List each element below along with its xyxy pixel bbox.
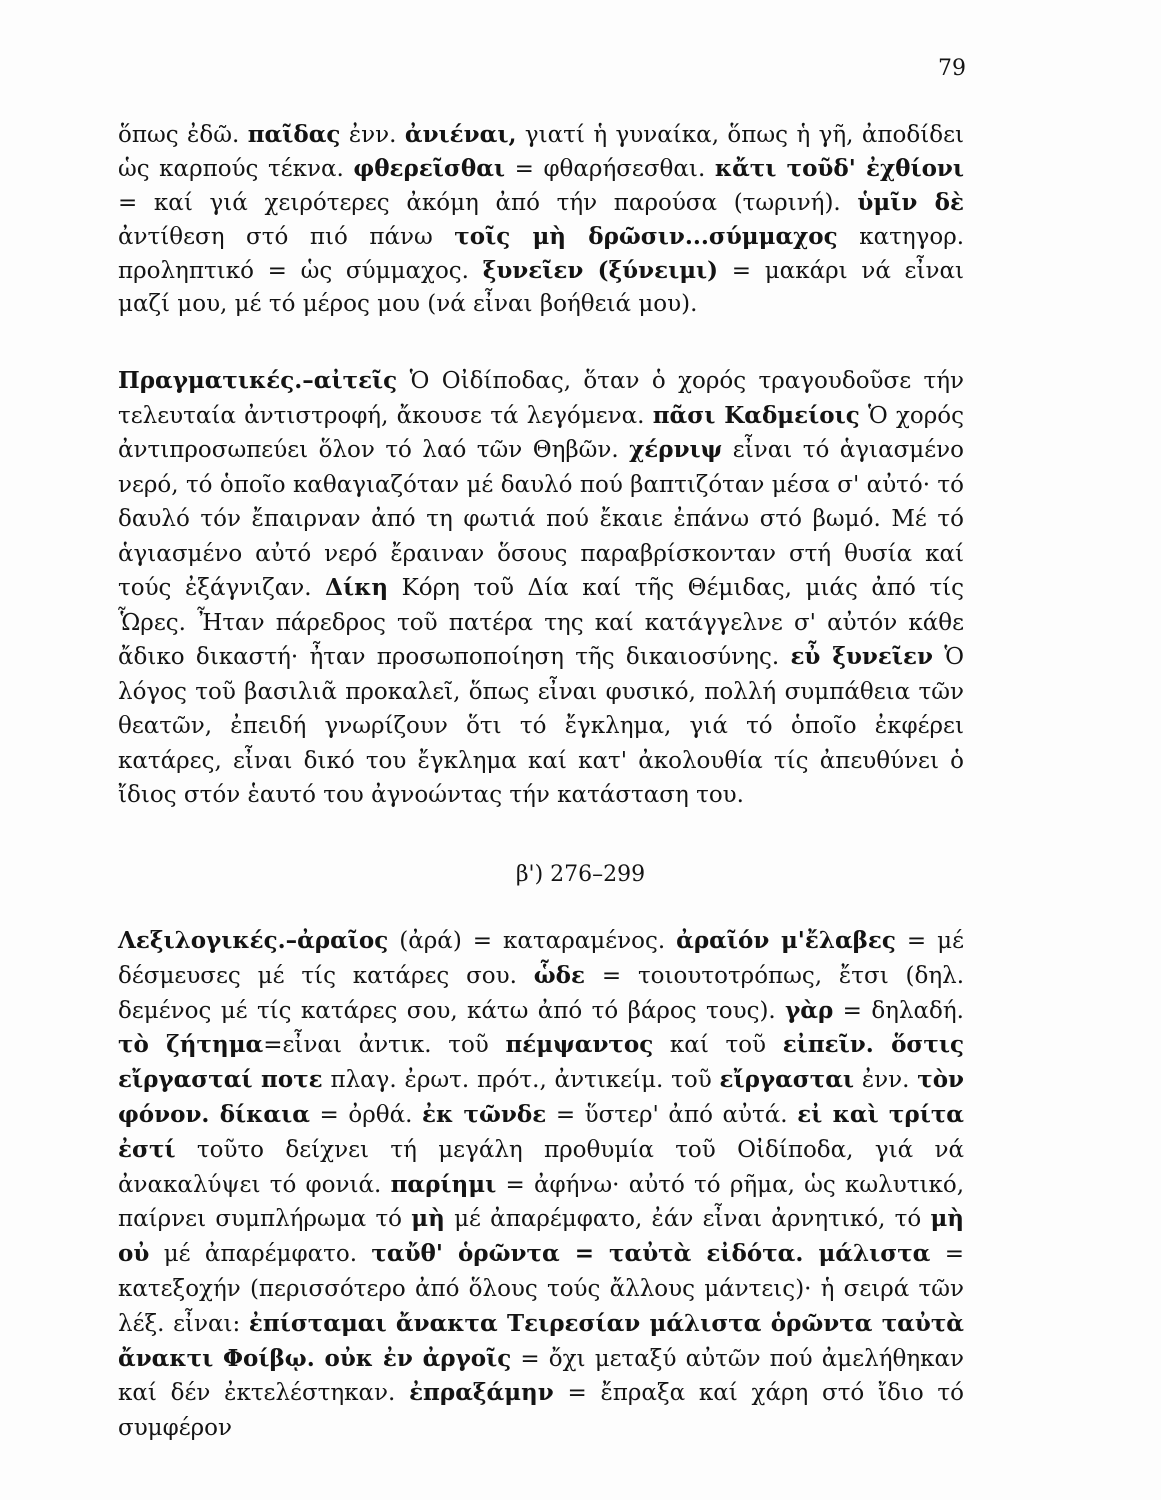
text-segment: = δηλαδή.	[842, 997, 964, 1024]
greek-term: ὧδε	[533, 961, 586, 989]
paragraph-lexical-notes	[118, 924, 964, 1446]
greek-term: τὸ ζήτημα	[118, 1031, 264, 1059]
text-segment: ἐνν.	[861, 1067, 910, 1094]
greek-term: ταὔθ' ὁρῶντα = ταὐτὰ εἰδότα. μάλιστα	[371, 1240, 931, 1268]
greek-term: ἐκ τῶνδε	[422, 1100, 547, 1128]
greek-term: φθερεῖσθαι	[353, 155, 506, 182]
text-segment: πλαγ. ἐρωτ. πρότ., ἀντικείμ. τοῦ	[330, 1067, 712, 1094]
greek-term: εἰ καὶ τρίτα ἐστί	[118, 1100, 965, 1163]
text-segment: = μέ δέσμευσες μέ τίς κατάρες σου.	[118, 928, 965, 989]
paragraph-notes-continued	[118, 118, 964, 321]
greek-term: Πραγματικές.–αἰτεῖς	[118, 367, 398, 394]
text-segment: καί τοῦ	[669, 1032, 767, 1059]
text-segment: = ἀφήνω· αὐτό τό ρῆμα, ὡς κωλυτικό, παίρνει συμπλήρωμα τό	[118, 1171, 965, 1233]
text-segment: εἶναι τό ἁγιασμένο νερό, τό ὁποῖο καθαγιαζόταν μέ δαυλό πού βαπτιζόταν μέσα σ' αὐτό· τό δαυλό τόν ἔπαιρναν ἀπό τη φωτιά πού ἔκαιε ἐπάνω στό βωμό. Μέ τό ἁγιασμένο αὐτό νερό ἔραιναν ὅσους παραβρίσκονταν στή θυσία καί τούς ἐξάγνιζαν.	[118, 437, 964, 601]
greek-term: πέμψαντος	[505, 1031, 654, 1059]
greek-term: εἴργασται	[719, 1066, 855, 1094]
greek-term: παρίημι	[390, 1170, 497, 1198]
paragraph-factual-notes	[118, 364, 964, 813]
text-segment: (ἀρά) = καταραμένος.	[399, 928, 666, 954]
text-segment: = κατεξοχήν (περισσότερο ἀπό ὅλους τούς ἄλλους μάντεις)· ἡ σειρά τῶν λέξ. εἶναι:	[118, 1241, 965, 1337]
greek-term: ἐπίσταμαι ἄνακτα Τειρεσίαν μάλιστα ὁρῶντα ταὐτὰ ἄνακτι Φοίβῳ. οὐκ ἐν ἀργοῖς	[118, 1309, 965, 1372]
text-segment: = ὄχι μεταξύ αὐτῶν πού ἀμελήθηκαν καί δέν ἐκτελέστηκαν.	[118, 1345, 964, 1407]
greek-term: χέρνιψ	[629, 436, 723, 463]
greek-term: ἀραῖόν μ'ἔλαβες	[676, 927, 896, 954]
text-segment: κατηγορ. προληπτικό = ὡς σύμμαχος.	[118, 224, 965, 284]
text-segment: ἀντίθεση στό πιό πάνω	[118, 224, 433, 250]
greek-term: μὴ	[411, 1205, 445, 1233]
text-segment: Ὁ χορός ἀντιπροσωπεύει ὅλον τό λαό τῶν Θηβῶν.	[118, 402, 964, 463]
text-segment: ὅπως ἐδῶ.	[118, 122, 240, 148]
text-segment: = ὀρθά.	[319, 1101, 413, 1128]
text-segment: μέ ἀπαρέμφατο, ἐάν εἶναι ἀρνητικό, τό	[454, 1206, 922, 1233]
greek-term: γὰρ	[785, 996, 834, 1024]
greek-term: μὴ οὐ	[118, 1205, 965, 1268]
greek-term: πᾶσι Καδμείοις	[652, 401, 860, 429]
text-segment: μέ ἀπαρέμφατο.	[163, 1241, 358, 1268]
greek-term: παῖδας	[247, 121, 341, 148]
greek-term: ὑμῖν δὲ	[857, 189, 964, 216]
greek-term: ἀνιέναι,	[404, 121, 517, 148]
greek-term: ξυνεῖεν (ξύνειμι)	[482, 257, 719, 284]
greek-term: Λεξιλογικές.–ἀραῖος	[118, 927, 389, 954]
greek-term: Δίκη	[325, 574, 389, 601]
text-segment: γιατί ἡ γυναίκα, ὅπως ἡ γῆ, ἀποδίδει ὡς καρπούς τέκνα.	[118, 122, 965, 182]
text-segment: = μακάρι νά εἶναι μαζί μου, μέ τό μέρος μου (νά εἶναι βοήθειά μου).	[118, 258, 965, 317]
text-segment: = ἔπραξα καί χάρη στό ἴδιο τό συμφέρον	[118, 1380, 964, 1442]
text-segment: ἐνν.	[348, 122, 397, 148]
text-segment: Ὁ λόγος τοῦ βασιλιᾶ προκαλεῖ, ὅπως εἶναι φυσικό, πολλή συμπάθεια τῶν θεατῶν, ἐπειδή γνωρίζουν ὅτι τό ἔγκλημα, γιά τό ὁποῖο ἐκφέρει κατάρες, εἶναι δικό του ἔγκλημα καί κατ' ἀκολουθία τίς ἀπευθύνει ὁ ἴδιος στόν ἑαυτό του ἀγνοώντας τήν κατάσταση του.	[118, 644, 965, 808]
text-segment: = φθαρήσεσθαι.	[514, 156, 706, 182]
text-segment: Ὁ Οἰδίποδας, ὅταν ὁ χορός τραγουδοῦσε τήν τελευταία ἀντιστροφή, ἄκουσε τά λεγόμενα.	[118, 368, 964, 429]
greek-term: τοῖς μὴ δρῶσιν...σύμμαχος	[454, 223, 838, 250]
text-segment: = τοιουτοτρόπως, ἔτσι (δηλ. δεμένος μέ τίς κατάρες σου, κάτω ἀπό τό βάρος τους).	[118, 962, 965, 1024]
text-segment: Κόρη τοῦ Δία καί τῆς Θέμιδας, μιάς ἀπό τίς Ὧρες. Ἦταν πάρεδρος τοῦ πατέρα της καί κατάγγελνε σ' αὐτόν κάθε ἄδικο δικαστή· ἦταν προσωποποίηση τῆς δικαιοσύνης.	[118, 575, 965, 670]
greek-term: εἰπεῖν. ὅστις εἴργασταί ποτε	[118, 1031, 964, 1094]
greek-term: εὖ ξυνεῖεν	[790, 643, 933, 670]
page-number: 79	[938, 56, 966, 81]
text-segment: = ὕστερ' ἀπό αὐτά.	[555, 1101, 788, 1128]
greek-term: κἄτι τοῦδ' ἐχθίονι	[714, 155, 965, 182]
text-segment: =εἶναι ἀντικ. τοῦ	[263, 1032, 489, 1059]
section-heading: β') 276–299	[515, 862, 646, 887]
greek-term: τὸν φόνον. δίκαια	[118, 1066, 965, 1128]
text-segment: τοῦτο δείχνει τή μεγάλη προθυμία τοῦ Οἰδίποδα, γιά νά ἀνακαλύψει τό φονιά.	[118, 1136, 964, 1198]
text-segment: = καί γιά χειρότερες ἀκόμη ἀπό τήν παρούσα (τωρινή).	[118, 190, 841, 216]
greek-term: ἐπραξάμην	[409, 1379, 554, 1407]
